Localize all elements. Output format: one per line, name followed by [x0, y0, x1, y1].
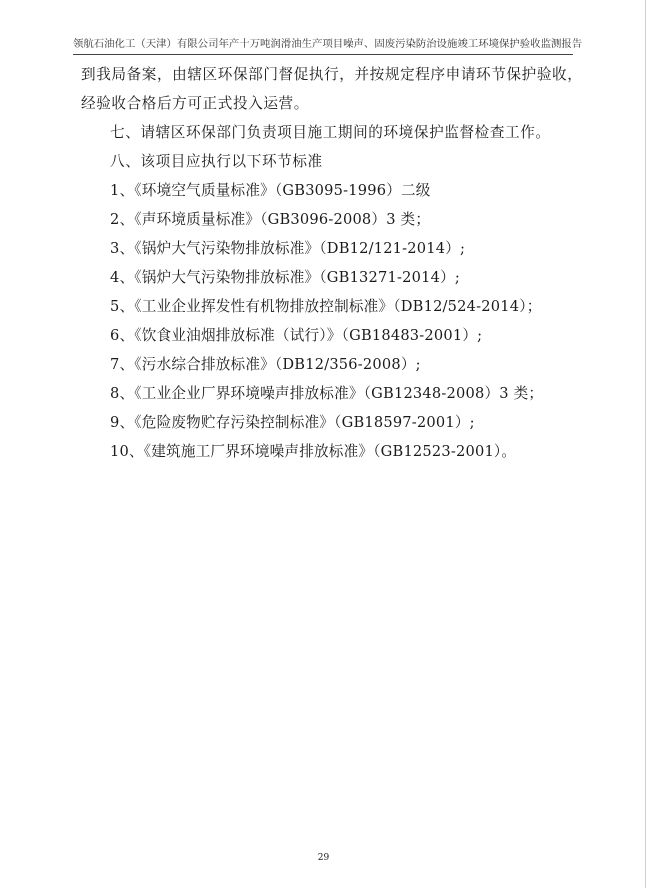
clause-eight: 八、该项目应执行以下环节标准 [110, 153, 323, 170]
page-number: 29 [317, 853, 330, 863]
paragraph-continuation-line-1: 到我局备案，由辖区环保部门督促执行，并按规定程序申请环节保护验收， [81, 66, 583, 83]
standard-item-3: 3、《锅炉大气污染物排放标准》（DB12/121-2014）; [110, 240, 466, 257]
document-body [81, 60, 581, 466]
standard-item-1: 1、《环境空气质量标准》（GB3095-1996）二级 [110, 182, 431, 199]
standard-item-9: 9、《危险废物贮存污染控制标准》（GB18597-2001）; [110, 414, 475, 431]
clause-seven: 七、请辖区环保部门负责项目施工期间的环境保护监督检查工作。 [110, 124, 551, 141]
running-header: 领航石油化工（天津）有限公司年产十万吨润滑油生产项目噪声、固废污染防治设施竣工环境保护验收监测报告 [73, 38, 583, 50]
header-rule [73, 54, 573, 55]
standard-item-7: 7、《污水综合排放标准》（DB12/356-2008）; [110, 356, 421, 373]
standard-item-2: 2、《声环境质量标准》（GB3096-2008）3 类； [110, 211, 431, 228]
standard-item-10: 10、《建筑施工厂界环境噪声排放标准》（GB12523-2001）。 [110, 443, 517, 460]
standard-item-6: 6、《饮食业油烟排放标准（试行）》（GB18483-2001）; [110, 327, 483, 344]
standard-item-4: 4、《锅炉大气污染物排放标准》（GB13271-2014）; [110, 269, 460, 286]
standard-item-5: 5、《工业企业挥发性有机物排放控制标准》（DB12/524-2014）； [110, 298, 542, 315]
standard-item-8: 8、《工业企业厂界环境噪声排放标准》（GB12348-2008）3 类； [110, 385, 544, 402]
paragraph-continuation-line-2: 经验收合格后方可正式投入运营。 [81, 95, 309, 112]
page-edge [645, 0, 646, 888]
